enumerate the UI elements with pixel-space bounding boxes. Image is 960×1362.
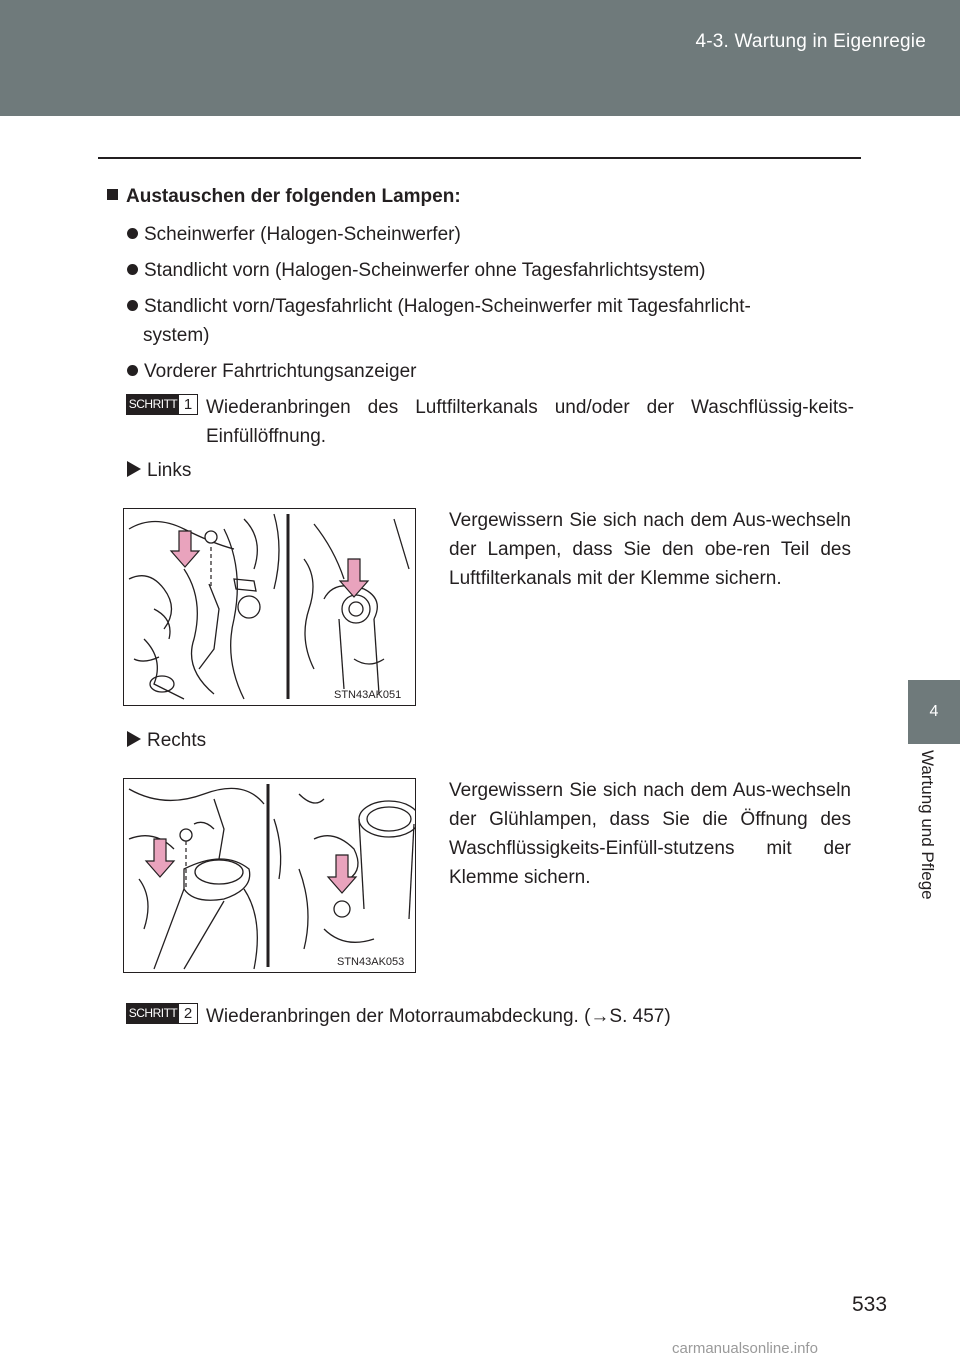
step-badge-number: 1 <box>183 396 193 413</box>
right-side-label <box>127 730 206 752</box>
list-item <box>127 256 705 285</box>
heading-text: Austauschen der folgenden Lampen: <box>126 186 461 207</box>
footer-watermark[interactable]: carmanualsonline.info <box>672 1340 818 1357</box>
illustration-code: STN43AK053 <box>337 956 405 968</box>
bullet-icon <box>127 300 138 311</box>
section-title: 4-3. Wartung in Eigenregie <box>695 31 926 52</box>
list-item <box>127 292 751 350</box>
left-side-label <box>127 460 191 482</box>
illustration-left <box>123 508 416 706</box>
header-band <box>0 0 960 116</box>
triangle-right-icon <box>127 461 141 477</box>
square-bullet-icon <box>107 189 118 200</box>
triangle-right-icon <box>127 731 141 747</box>
list-item-text-continued: system) <box>143 325 210 346</box>
bullet-icon <box>127 264 138 275</box>
illustration-code: STN43AK051 <box>334 689 402 701</box>
step-1-text: Wiederanbringen des Luftfilterkanals und/oder der Waschflüssig-keits-Einfüllöffnung. <box>206 397 854 447</box>
engine-left-drawing <box>124 509 415 705</box>
step-badge-2 <box>126 1003 198 1024</box>
list-item-text: Standlicht vorn/Tagesfahrlicht (Halogen-Scheinwerfer mit Tagesfahrlicht- <box>144 296 751 317</box>
step-badge-label: SCHRITT <box>127 1004 179 1023</box>
step-2-text: Wiederanbringen der Motorraumabdeckung. (→S. 457) <box>206 1006 671 1027</box>
illustration-right <box>123 778 416 973</box>
page-number: 533 <box>852 1293 888 1316</box>
step-badge-label: SCHRITT <box>127 395 179 414</box>
chapter-title-band <box>908 744 960 1000</box>
header-rule <box>98 157 861 159</box>
engine-right-drawing <box>124 779 415 972</box>
left-side-label-text: Links <box>147 460 192 481</box>
list-item <box>127 220 461 249</box>
step-badge-number: 2 <box>183 1005 193 1022</box>
right-side-label-text: Rechts <box>147 730 207 751</box>
chapter-number-tab[interactable]: 4 <box>908 680 960 744</box>
list-item-text: Vorderer Fahrtrichtungsanzeiger <box>144 361 417 382</box>
step-badge-1 <box>126 394 198 415</box>
section-heading <box>107 186 461 208</box>
chapter-title: Wartung und Pflege <box>918 750 937 900</box>
right-note: Vergewissern Sie sich nach dem Aus-wechseln der Glühlampen, dass Sie die Öffnung des Waschflüssigkeits-Einfüll-stutzens mit der Klemme sichern. <box>449 780 851 888</box>
arrow-down-icon <box>328 855 356 893</box>
bullet-icon <box>127 365 138 376</box>
list-item-text: Scheinwerfer (Halogen-Scheinwerfer) <box>144 224 461 245</box>
arrow-down-icon <box>171 531 199 567</box>
list-item <box>127 357 416 386</box>
list-item-text: Standlicht vorn (Halogen-Scheinwerfer ohne Tagesfahrlichtsystem) <box>144 260 706 281</box>
left-note: Vergewissern Sie sich nach dem Aus-wechseln der Lampen, dass Sie den obe-ren Teil des Luftfilterkanals mit der Klemme sichern. <box>449 510 851 589</box>
bullet-icon <box>127 228 138 239</box>
